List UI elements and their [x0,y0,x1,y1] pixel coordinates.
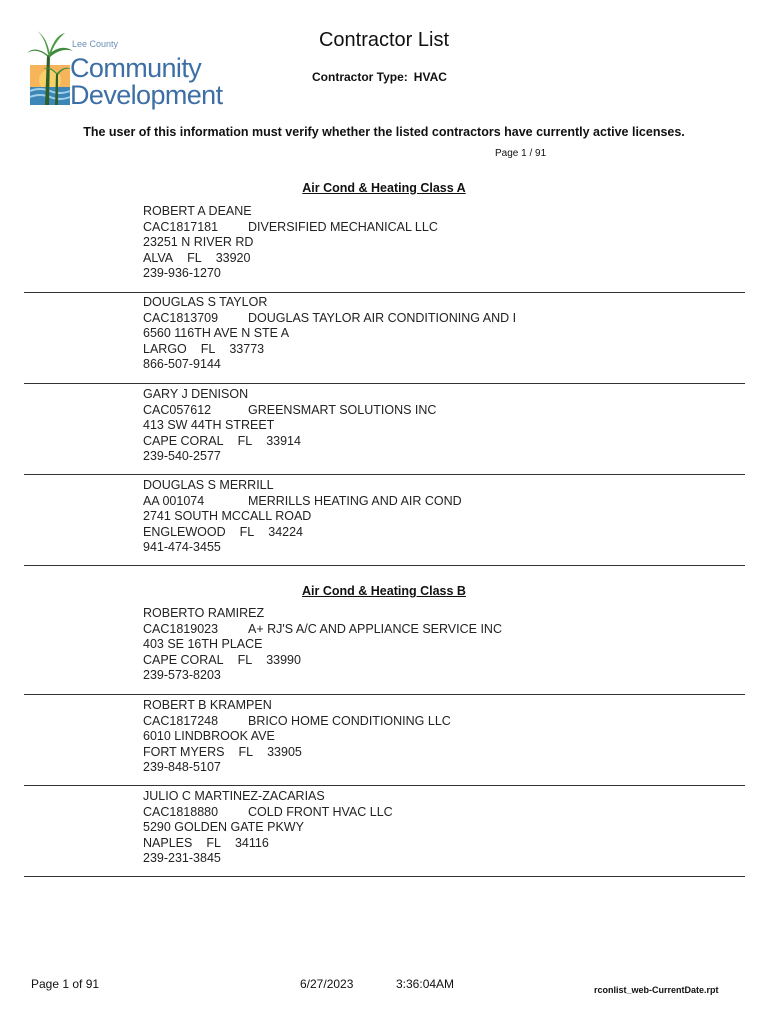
row-divider [24,876,745,877]
contractor-name: DOUGLAS S MERRILL [143,478,274,492]
state: FL [239,524,255,539]
footer-report-name: rconlist_web-CurrentDate.rpt [594,985,719,995]
license-number: CAC057612 [143,402,212,417]
phone: 239-540-2577 [143,449,221,464]
street-address: 403 SE 16TH PLACE [143,637,263,652]
license-number: CAC1819023 [143,621,219,636]
license-number: CAC1818880 [143,804,219,819]
state: FL [200,341,216,356]
street-address: 2741 SOUTH MCCALL ROAD [143,509,312,524]
state: FL [238,744,254,759]
phone: 941-474-3455 [143,540,221,555]
city: NAPLES [143,835,193,850]
contractor-type [312,70,447,84]
contractor-name: JULIO C MARTINEZ-ZACARIAS [143,789,325,803]
zip: 33990 [266,652,301,667]
row-divider [24,565,745,566]
logo-line-development: Development [70,80,223,110]
city: CAPE CORAL [143,652,224,667]
license-notice: The user of this information must verify whether the listed contractors have currently active licenses. [83,125,685,139]
company-name: MERRILLS HEATING AND AIR COND [248,493,462,508]
state: FL [187,250,202,265]
city: LARGO [143,341,187,356]
street-address: 6010 LINDBROOK AVE [143,729,275,744]
row-divider [24,292,745,293]
street-address: 23251 N RIVER RD [143,235,254,250]
page-title: Contractor List [318,29,450,51]
logo-line-community: Community [70,53,202,83]
zip: 33920 [215,250,251,265]
contractor-name: ROBERTO RAMIREZ [143,606,265,620]
contractor-name: ROBERT A DEANE [143,204,252,218]
contractor-entry [143,387,703,465]
company-name: BRICO HOME CONDITIONING LLC [248,713,451,728]
phone: 239-936-1270 [143,266,221,281]
company-name: DOUGLAS TAYLOR AIR CONDITIONING AND I [248,310,517,325]
contractor-type-label: Contractor Type: [312,70,408,84]
state: FL [206,835,221,850]
contractor-entry [143,606,703,684]
footer-page-number: Page 1 of 91 [31,977,100,991]
phone: 239-231-3845 [143,851,221,866]
city: ENGLEWOOD [143,524,226,539]
row-divider [24,694,745,695]
zip: 33773 [229,341,265,356]
street-address: 413 SW 44TH STREET [143,418,275,433]
company-name: COLD FRONT HVAC LLC [248,804,393,819]
contractor-name: DOUGLAS S TAYLOR [143,295,268,309]
row-divider [24,785,745,786]
zip: 33905 [267,744,302,759]
company-name: GREENSMART SOLUTIONS INC [248,402,437,417]
city: ALVA [143,250,174,265]
zip: 33914 [266,433,301,448]
contractor-name: GARY J DENISON [143,387,249,401]
contractor-entry [143,698,703,776]
section-title-class-a: Air Cond & Heating Class A [302,181,466,195]
state: FL [237,433,253,448]
company-name: A+ RJ'S A/C AND APPLIANCE SERVICE INC [248,621,502,636]
contractor-entry [143,295,703,373]
street-address: 5290 GOLDEN GATE PKWY [143,820,304,835]
page-indicator-top: Page 1 / 91 [495,148,547,159]
city: CAPE CORAL [143,433,224,448]
city: FORT MYERS [143,744,225,759]
license-number: AA 001074 [143,493,205,508]
zip: 34116 [234,835,269,850]
footer-time: 3:36:04AM [396,977,455,991]
contractor-entry [143,789,703,867]
footer-date: 6/27/2023 [300,977,354,991]
phone: 866-507-9144 [143,357,221,372]
logo-county-text: Lee County [72,39,119,49]
contractor-entry [143,204,703,282]
contractor-entry [143,478,703,556]
row-divider [24,474,745,475]
lee-county-logo [25,25,223,113]
state: FL [237,652,253,667]
section-title-class-b: Air Cond & Heating Class B [302,584,466,598]
company-name: DIVERSIFIED MECHANICAL LLC [248,219,438,234]
contractor-type-value: HVAC [413,70,447,84]
street-address: 6560 116TH AVE N STE A [143,326,290,341]
row-divider [24,383,745,384]
palm-tree-icon [25,25,75,113]
zip: 34224 [268,524,304,539]
license-number: CAC1817181 [143,219,219,234]
contractor-name: ROBERT B KRAMPEN [143,698,272,712]
license-number: CAC1813709 [143,310,219,325]
phone: 239-573-8203 [143,668,221,683]
phone: 239-848-5107 [143,760,221,775]
license-number: CAC1817248 [143,713,219,728]
